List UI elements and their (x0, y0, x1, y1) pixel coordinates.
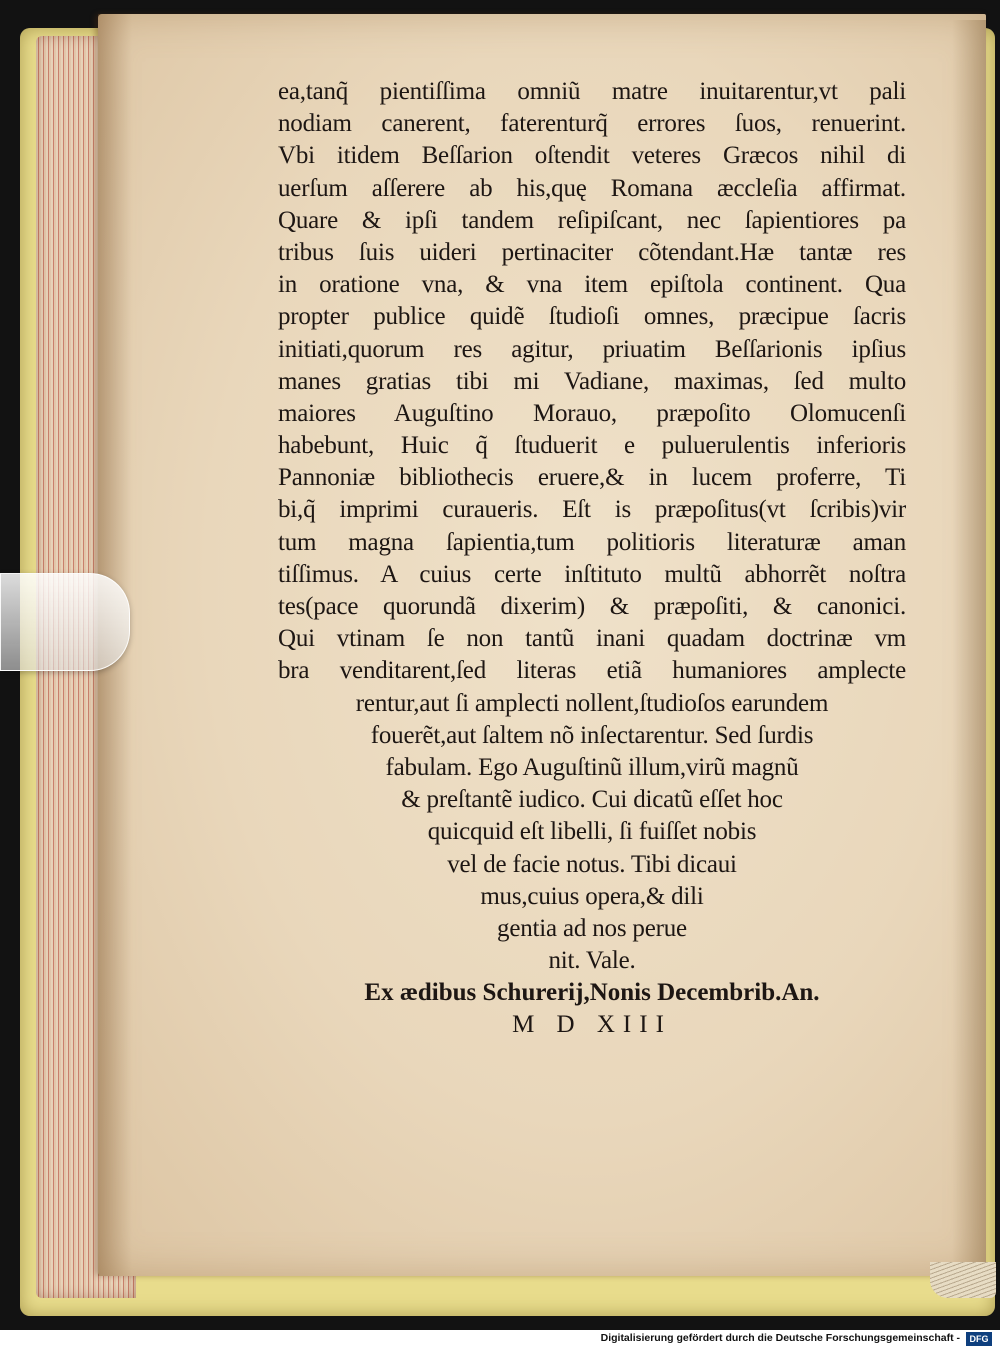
colophon-date: Ex ædibus Schurerij,Nonis Decembrib.An. (364, 979, 820, 1007)
text-line: mus,cuius opera,& dili (480, 882, 704, 910)
text-line: tiſſimus. A cuius certe inſtituto multũ abhorrẽt noſtra (278, 560, 906, 588)
text-line: tribus ſuis uideri pertinaciter cõtendant.Hæ tantæ res (278, 238, 906, 266)
text-line: gentia ad nos perue (497, 914, 687, 942)
text-line: uerſum aſſerere ab his,quę Romana æccleſia affirmat. (278, 174, 906, 202)
text-line: fabulam. Ego Auguſtinũ illum,virũ magnũ (385, 753, 799, 781)
text-line: maiores Auguſtino Morauo, præpoſito Olomucenſi (278, 399, 906, 427)
text-line: tes(pace quorundã dixerim) & præpoſiti, & canonici. (278, 593, 906, 620)
colophon-year: M D XIII (512, 1011, 672, 1039)
text-line: habebunt, Huic q̃ ſtuduerit e puluerulentis inferioris (278, 432, 906, 460)
text-line: & preſtantẽ iudico. Cui dicatũ eſſet hoc (401, 786, 783, 814)
body-text (278, 76, 938, 1042)
text-line: nodiam canerent, faterenturq̃ errores ſuos, renuerint. (278, 110, 906, 138)
text-line: quicquid eſt libelli, ſi fuiſſet nobis (427, 818, 757, 846)
text-line: nit. Vale. (548, 947, 636, 975)
text-line: Qui vtinam ſe non tantũ inani quadam doctrinæ vm (278, 625, 906, 653)
text-line: rentur,aut ſi amplecti nollent,ſtudioſos earundem (355, 689, 829, 717)
text-line: Pannoniæ bibliothecis eruere,& in lucem proferre, Ti (278, 464, 906, 492)
text-line: fouerẽt,aut ſaltem nõ inſectarentur. Sed ſurdis (370, 721, 814, 749)
text-line: Vbi itidem Beſſarion oſtendit veteres Græcos nihil di (278, 142, 906, 170)
text-line: bi,q̃ imprimi curaueris. Eſt is præpoſitus(vt ſcribis)vir (278, 496, 906, 524)
text-line: propter publice quidẽ ſtudioſi omnes, præcipue ſacris (278, 303, 906, 331)
text-line: ea,tanq̃ pientiſſima omniũ matre inuitarentur,vt pali (278, 78, 906, 105)
digitization-footer (0, 1330, 1000, 1348)
page-right-edge (952, 20, 986, 1282)
text-line: manes gratias tibi mi Vadiane, maximas, ſed multo (278, 367, 906, 395)
text-line: bra venditarent,ſed literas etiã humaniores amplecte (278, 657, 906, 685)
text-line: in oratione vna, & vna item epiſtola continent. Qua (278, 271, 906, 299)
funding-credit: Digitalisierung gefördert durch die Deutsche Forschungsgemeinschaft - (600, 1332, 960, 1344)
text-line: vel de facie notus. Tibi dicaui (447, 850, 737, 878)
page-holder-clip (0, 573, 130, 671)
dfg-logo-icon: DFG (966, 1332, 992, 1346)
text-line: initiati,quorum res agitur, priuatim Beſſarionis ipſius (278, 335, 906, 363)
text-line: Quare & ipſi tandem reſipiſcant, nec ſapientiores pa (278, 206, 906, 234)
text-line: tum magna ſapientia,tum politioris literaturæ aman (278, 528, 906, 556)
page-corner (930, 1262, 996, 1298)
